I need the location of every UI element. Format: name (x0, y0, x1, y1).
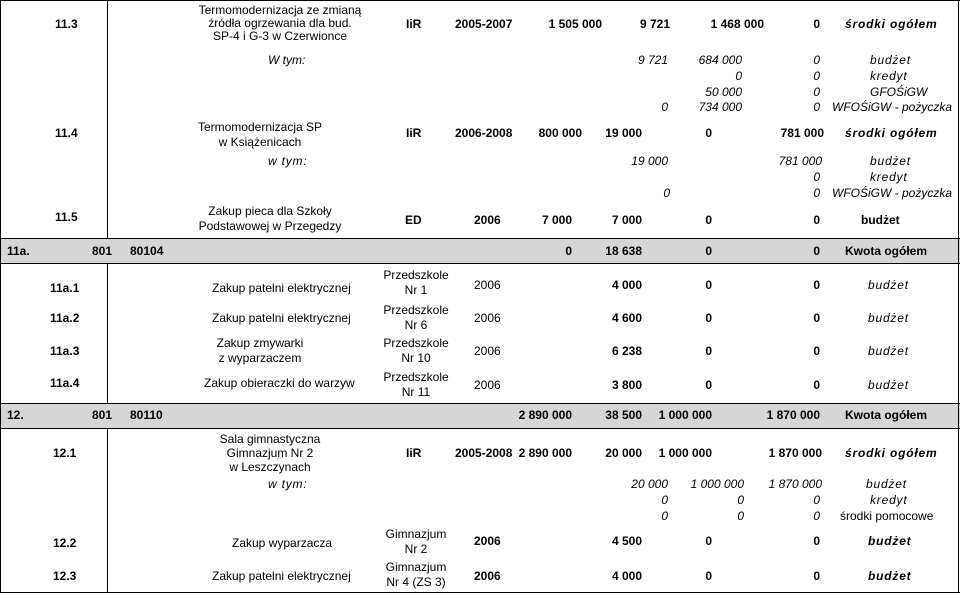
years: 2006-2008 (455, 126, 513, 140)
value-col-1: 4 600 (611, 311, 642, 325)
task-name-line-1: Sala gimnastyczna (219, 432, 321, 446)
breakdown-value: 0 (737, 493, 744, 507)
column-line (107, 0, 108, 238)
row-number: 12.1 (53, 446, 77, 460)
breakdown-value: 0 (813, 493, 820, 507)
breakdown-value: 0 (737, 509, 744, 523)
row-line (0, 0, 960, 1)
breakdown-value: 0 (661, 509, 668, 523)
value-col-2: 0 (705, 378, 712, 392)
funding-source: środki ogółem (845, 17, 938, 31)
value-col-3: 0 (813, 311, 820, 325)
value-col-3: 0 (813, 344, 820, 358)
unit-line-1: Przedszkole (383, 370, 449, 384)
unit-line-1: Przedszkole (383, 303, 449, 317)
funding-source: środki ogółem (845, 446, 938, 460)
value-col-1: 4 000 (611, 278, 642, 292)
row-number: 11.5 (55, 210, 78, 224)
row-number: 11a.3 (50, 344, 80, 358)
task-name: Zakup patelni elektrycznej (212, 569, 351, 583)
funding-source: budżet (868, 311, 909, 325)
unit-line-2: Nr 11 (401, 385, 431, 399)
breakdown-value: 1 000 000 (690, 477, 744, 491)
task-name: Zakup patelni elektrycznej (212, 311, 351, 325)
year: 2006 (474, 344, 501, 358)
value-col-2: 0 (705, 569, 712, 583)
unit-line-2: Nr 1 (404, 283, 428, 297)
task-name-line-2: z wyparzaczem (218, 351, 302, 365)
breakdown-value: 781 000 (778, 154, 822, 168)
breakdown-value: 20 000 (631, 477, 668, 491)
value-col-2: 1 000 000 (658, 408, 712, 422)
unit: IiR (406, 446, 422, 460)
breakdown-value: 0 (661, 493, 668, 507)
row-line (0, 428, 960, 429)
value-col-1: 9 721 (639, 17, 670, 31)
funding-source: budżet (868, 344, 909, 358)
funding-source: budżet (868, 569, 912, 583)
funding-source: budżet (861, 213, 900, 227)
breakdown-value: 0 (813, 100, 820, 114)
breakdown-value: 0 (813, 170, 820, 184)
breakdown-value: 0 (813, 85, 820, 99)
unit: IiR (406, 126, 422, 140)
breakdown-source: GFOŚiGW (870, 85, 928, 99)
funding-source: Kwota ogółem (845, 244, 928, 258)
year: 2006 (474, 534, 501, 548)
value-col-3: 781 000 (780, 126, 824, 140)
value-col-1: 38 500 (605, 408, 642, 422)
funding-source: budżet (868, 278, 909, 292)
row-line (0, 403, 960, 404)
rozdzial: 80104 (130, 244, 164, 258)
row-number: 12.3 (53, 569, 77, 583)
row-line (0, 263, 960, 264)
breakdown-value: 734 000 (698, 100, 742, 114)
task-name: Zakup obieraczki do warzyw (204, 376, 355, 390)
task-name-line-1: Zakup zmywarki (216, 336, 304, 350)
column-line (107, 428, 108, 593)
value-col-3: 0 (813, 569, 820, 583)
total-value: 0 (565, 244, 572, 258)
breakdown-value: 0 (813, 53, 820, 67)
value-col-3: 0 (813, 378, 820, 392)
total-value: 2 890 000 (518, 446, 572, 460)
breakdown-value: 9 721 (637, 53, 668, 67)
breakdown-value: 50 000 (705, 85, 742, 99)
value-col-1: 6 238 (611, 344, 642, 358)
column-line (107, 263, 108, 403)
value-col-3: 0 (813, 534, 820, 548)
value-col-1: 19 000 (605, 126, 642, 140)
total-value: 1 505 000 (548, 17, 602, 31)
years: 2005-2007 (455, 17, 513, 31)
value-col-3: 1 870 000 (766, 408, 820, 422)
value-col-3: 0 (813, 244, 820, 258)
unit-line-1: Gimnazjum (385, 527, 447, 541)
value-col-1: 7 000 (611, 213, 642, 227)
unit: ED (405, 213, 422, 227)
section-number: 11a. (7, 244, 30, 258)
breakdown-value: 0 (661, 100, 668, 114)
funding-source: budżet (868, 378, 909, 392)
total-value: 7 000 (541, 213, 572, 227)
unit: IiR (406, 17, 422, 31)
breakdown-source: kredyt (870, 170, 908, 184)
task-name-line-1: Termomodernizacja SP (197, 120, 323, 134)
task-name: Zakup patelni elektrycznej (212, 281, 351, 295)
table-border-right (958, 0, 959, 593)
breakdown-source: środki pomocowe (840, 509, 934, 523)
value-col-2: 0 (705, 278, 712, 292)
value-col-1: 18 638 (605, 244, 642, 258)
breakdown-value: 1 870 000 (768, 477, 822, 491)
dzial: 801 (92, 408, 113, 422)
funding-source: środki ogółem (845, 126, 938, 140)
unit-line-1: Gimnazjum (385, 560, 447, 574)
table-border-left (0, 0, 1, 593)
value-col-1: 20 000 (605, 446, 642, 460)
years: 2005-2008 (455, 446, 513, 460)
value-col-2: 1 000 000 (658, 446, 712, 460)
task-name-line-3: SP-4 i G-3 w Czerwionce (212, 29, 348, 43)
row-number: 11.4 (55, 126, 78, 140)
unit-line-1: Przedszkole (383, 336, 449, 350)
funding-source: budżet (868, 534, 912, 548)
breakdown-label: w tym: (268, 154, 308, 168)
breakdown-value: 0 (813, 69, 820, 83)
breakdown-source: WFOŚiGW - pożyczka (832, 100, 953, 114)
breakdown-value: 684 000 (698, 53, 742, 67)
dzial: 801 (92, 244, 113, 258)
breakdown-value: 0 (813, 509, 820, 523)
unit-line-2: Nr 4 (ZS 3) (386, 575, 446, 589)
value-col-3: 0 (813, 17, 820, 31)
unit-line-2: Nr 10 (401, 351, 431, 365)
breakdown-label: w tym: (268, 477, 308, 491)
value-col-2: 1 468 000 (710, 17, 764, 31)
task-name: Zakup wyparzacza (232, 536, 333, 550)
breakdown-source: budżet (866, 477, 907, 491)
value-col-1: 3 800 (611, 378, 642, 392)
task-name-line-2: Gimnazjum Nr 2 (226, 446, 314, 460)
breakdown-label: W tym: (268, 53, 306, 67)
total-value: 2 890 000 (518, 408, 572, 422)
section-number: 12. (7, 408, 24, 422)
unit-line-2: Nr 2 (404, 542, 428, 556)
year: 2006 (474, 378, 501, 392)
value-col-3: 1 870 000 (768, 446, 822, 460)
value-col-3: 0 (813, 278, 820, 292)
task-name-line-2: źródła ogrzewania dla bud. (208, 16, 352, 30)
task-name-line-1: Zakup pieca dla Szkoły (208, 204, 332, 218)
row-number: 11.3 (55, 17, 78, 31)
row-number: 11a.2 (50, 311, 80, 325)
breakdown-source: WFOŚiGW - pożyczka (832, 186, 953, 200)
year: 2006 (474, 311, 501, 325)
years: 2006 (474, 213, 501, 227)
year: 2006 (474, 569, 501, 583)
value-col-3: 0 (813, 213, 820, 227)
funding-source: Kwota ogółem (845, 408, 928, 422)
unit-line-2: Nr 6 (404, 318, 428, 332)
breakdown-value: 0 (735, 69, 742, 83)
task-name-line-2: Podstawowej w Przegedzy (198, 219, 342, 233)
breakdown-source: budżet (870, 53, 911, 67)
value-col-2: 0 (705, 213, 712, 227)
year: 2006 (474, 278, 501, 292)
value-col-1: 4 000 (611, 569, 642, 583)
breakdown-source: kredyt (870, 69, 908, 83)
row-number: 12.2 (53, 536, 77, 550)
value-col-1: 4 500 (611, 534, 642, 548)
unit-line-1: Przedszkole (383, 268, 449, 282)
row-number: 11a.4 (50, 376, 80, 390)
breakdown-value: 0 (813, 186, 820, 200)
breakdown-source: kredyt (870, 493, 908, 507)
value-col-2: 0 (705, 244, 712, 258)
value-col-2: 0 (705, 126, 712, 140)
breakdown-value: 19 000 (631, 154, 668, 168)
rozdzial: 80110 (130, 408, 163, 422)
breakdown-source: budżet (870, 154, 911, 168)
value-col-2: 0 (705, 534, 712, 548)
value-col-2: 0 (705, 311, 712, 325)
breakdown-value: 0 (663, 186, 670, 200)
row-line (0, 238, 960, 239)
row-number: 11a.1 (50, 281, 80, 295)
task-name-line-1: Termomodernizacja ze zmianą (198, 3, 362, 17)
task-name-line-3: w Leszczynach (229, 460, 311, 474)
task-name-line-2: w Książenicach (218, 135, 302, 149)
total-value: 800 000 (538, 126, 582, 140)
value-col-2: 0 (705, 344, 712, 358)
